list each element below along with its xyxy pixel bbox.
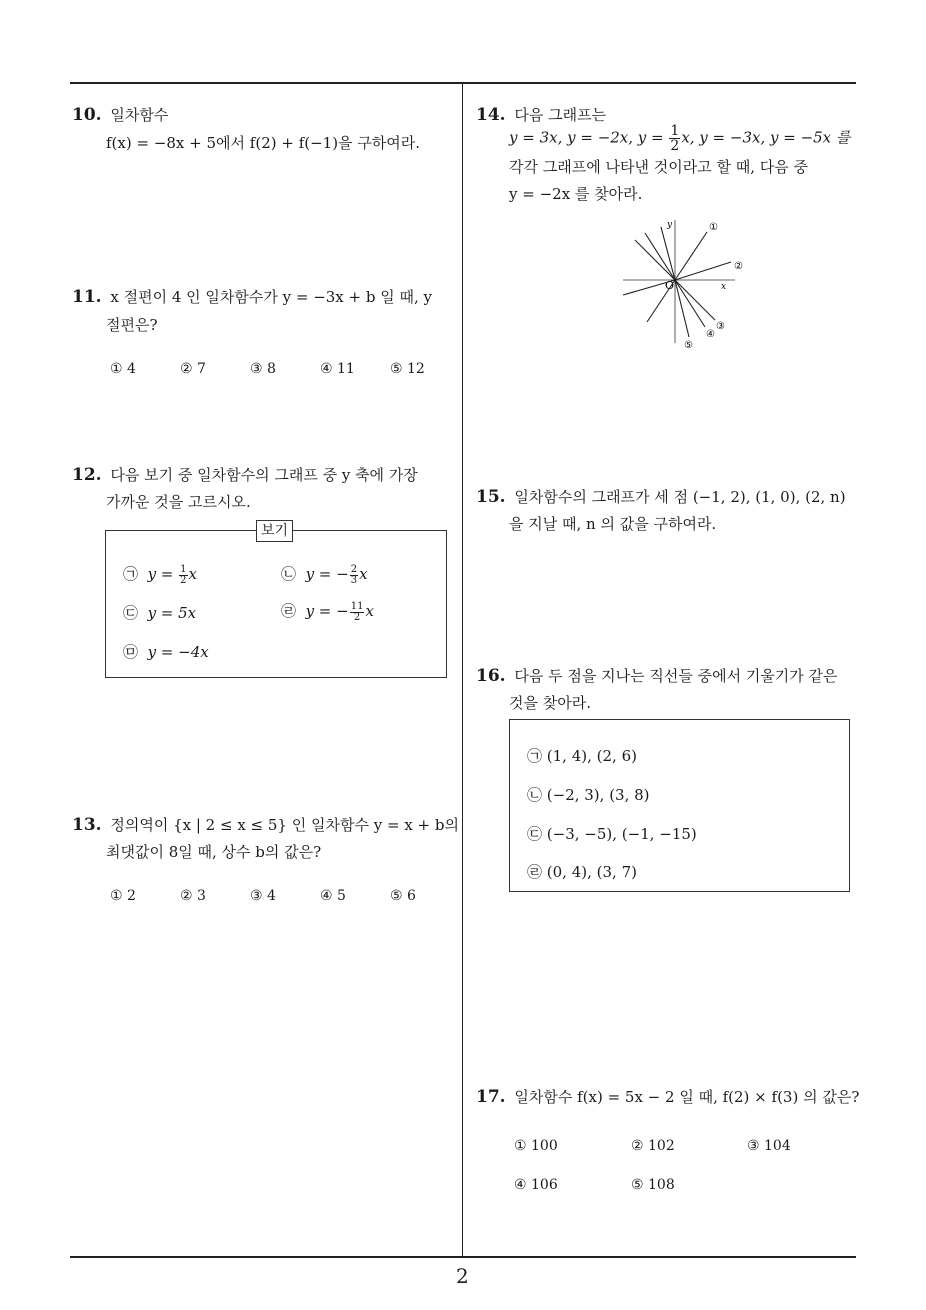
fraction-num: 1 [670, 123, 680, 139]
point-pair-item: ㉠ (1, 4), (2, 6) [527, 747, 637, 765]
graph-line-3 [635, 240, 675, 280]
line-label-1: ① [709, 222, 718, 233]
line-label-4: ④ [706, 329, 715, 340]
fraction-den: 3 [350, 574, 358, 586]
answer-choice[interactable]: ② 3 [180, 888, 206, 904]
answer-choice[interactable]: ④ 106 [514, 1177, 558, 1193]
fraction [350, 565, 358, 586]
question-text: 각각 그래프에 나타낸 것이라고 할 때, 다음 중 [509, 158, 808, 176]
answer-choice[interactable]: ④ 11 [320, 361, 355, 377]
question-text: 다음 보기 중 일차함수의 그래프 중 y 축에 가장 [110, 466, 418, 484]
question-text: 최댓값이 8일 때, 상수 b의 값은? [106, 843, 322, 861]
fraction-den: 2 [180, 574, 187, 586]
example-item [123, 641, 209, 662]
example-item [281, 563, 368, 586]
item-mark: ㉢ [123, 604, 139, 622]
question-number: 17. [476, 1087, 506, 1107]
question-text: y = −2x 를 찾아라. [509, 185, 643, 203]
fraction-num: 1 [180, 563, 187, 575]
origin-label: O [665, 279, 675, 292]
example-item [281, 600, 374, 623]
y-axis-label: y [667, 220, 673, 230]
question-text: 절편은? [106, 316, 158, 334]
question-text: f(x) = −8x + 5에서 f(2) + f(−1)을 구하여라. [106, 134, 421, 152]
x-axis-label: x [721, 282, 727, 292]
question-text [509, 124, 850, 153]
line-graph [615, 215, 765, 355]
fraction [179, 565, 187, 586]
fraction-num: 2 [350, 563, 358, 575]
item-mark: ㉠ [123, 565, 139, 583]
fraction [669, 124, 680, 153]
item-mark: ㉤ [123, 643, 139, 661]
fraction-den: 2 [670, 138, 680, 154]
answer-choice[interactable]: ⑤ 108 [631, 1177, 675, 1193]
bottom-rule [70, 1256, 856, 1258]
math-expr: y = 3x, y = −2x, y = [509, 128, 669, 147]
answer-choice[interactable]: ③ 8 [250, 361, 276, 377]
line-label-2: ② [734, 261, 743, 272]
answer-choice[interactable]: ⑤ 12 [390, 361, 425, 377]
fraction-den: 2 [353, 611, 361, 623]
example-box-label: 보기 [256, 520, 293, 542]
graph-line-3-ext [675, 280, 715, 320]
math-expr: y = − [305, 565, 349, 583]
answer-choice[interactable]: ③ 104 [747, 1138, 791, 1154]
math-expr: x [365, 602, 374, 620]
math-expr: y = − [305, 602, 349, 620]
graph-line-4 [645, 233, 675, 280]
answer-choice[interactable]: ② 102 [631, 1138, 675, 1154]
fraction [350, 602, 365, 623]
point-pair-item: ㉡ (−2, 3), (3, 8) [527, 786, 650, 804]
page-number: 2 [456, 1264, 469, 1288]
answer-choice[interactable]: ① 100 [514, 1138, 558, 1154]
question-text: 일차함수 [110, 106, 169, 124]
line-label-3: ③ [716, 321, 725, 332]
graph-line-1 [675, 232, 707, 280]
question-text: 일차함수의 그래프가 세 점 (−1, 2), (1, 0), (2, n) [514, 488, 846, 506]
answer-choice[interactable]: ③ 4 [250, 888, 276, 904]
math-expr: x [359, 565, 368, 583]
math-expr: y = 5x [147, 604, 197, 622]
question-number: 13. [72, 815, 102, 835]
math-expr: x [188, 565, 197, 583]
example-item [123, 602, 196, 623]
graph-line-2 [675, 262, 731, 280]
question-number: 16. [476, 666, 506, 686]
question-number: 14. [476, 105, 506, 125]
math-expr: y = −4x [147, 643, 209, 661]
answer-choice[interactable]: ② 7 [180, 361, 206, 377]
example-item [123, 563, 197, 586]
math-expr: y = [147, 565, 179, 583]
line-label-5: ⑤ [684, 340, 693, 351]
question-text: 것을 찾아라. [509, 694, 591, 712]
item-mark: ㉣ [281, 602, 297, 620]
answer-choice[interactable]: ⑤ 6 [390, 888, 416, 904]
answer-choice[interactable]: ① 2 [110, 888, 136, 904]
question-text: 다음 두 점을 지나는 직선들 중에서 기울기가 같은 [514, 667, 838, 685]
math-expr: x, y = −3x, y = −5x 를 [681, 128, 851, 147]
graph-line-4-ext [675, 280, 705, 327]
question-text: 다음 그래프는 [514, 106, 607, 124]
question-number: 15. [476, 487, 506, 507]
question-text: 가까운 것을 고르시오. [106, 493, 251, 511]
question-text: 일차함수 f(x) = 5x − 2 일 때, f(2) × f(3) 의 값은? [514, 1088, 860, 1106]
answer-choice[interactable]: ④ 5 [320, 888, 346, 904]
graph-line-5-ext [675, 280, 689, 337]
center-divider [462, 82, 463, 1257]
point-pair-item: ㉣ (0, 4), (3, 7) [527, 863, 637, 881]
fraction-num: 11 [350, 600, 364, 612]
question-text: 을 지날 때, n 의 값을 구하여라. [509, 515, 717, 533]
answer-choice[interactable]: ① 4 [110, 361, 136, 377]
question-number: 10. [72, 105, 102, 125]
point-pair-item: ㉢ (−3, −5), (−1, −15) [527, 825, 697, 843]
graph-line-5 [661, 227, 675, 280]
item-mark: ㉡ [281, 565, 297, 583]
question-number: 11. [72, 287, 102, 307]
question-text: 정의역이 {x | 2 ≤ x ≤ 5} 인 일차함수 y = x + b의 [110, 816, 459, 834]
question-number: 12. [72, 465, 102, 485]
question-text: x 절편이 4 인 일차함수가 y = −3x + b 일 때, y [110, 288, 432, 306]
